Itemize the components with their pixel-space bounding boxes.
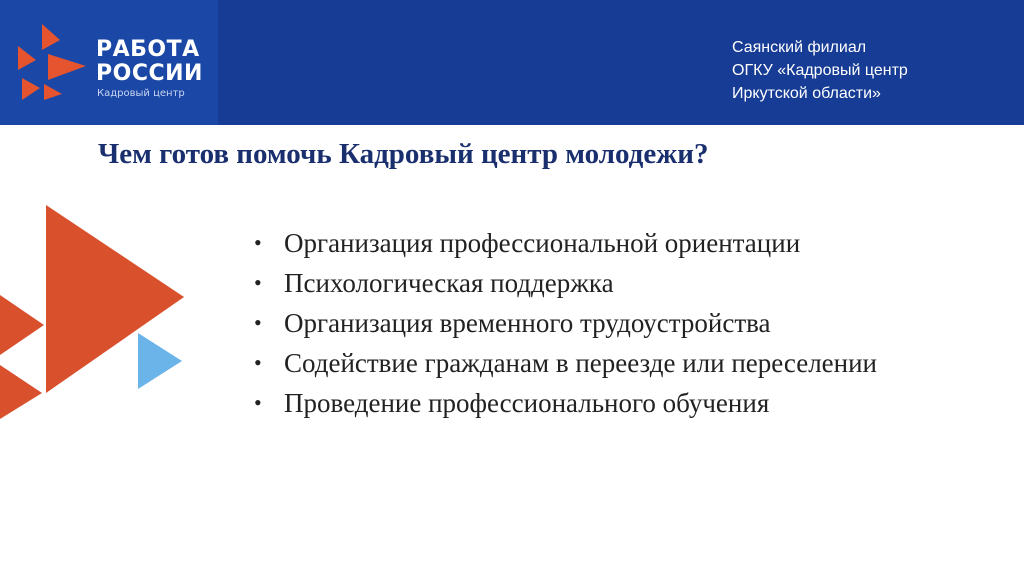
slide-title: Чем готов помочь Кадровый центр молодежи? bbox=[98, 138, 709, 170]
logo-title-line1: РАБОТА bbox=[96, 37, 200, 62]
list-item-text: Проведение профессионального обучения bbox=[284, 388, 770, 418]
list-item-text: Организация временного трудоустройства bbox=[284, 308, 771, 338]
org-line: ОГКУ «Кадровый центр bbox=[732, 62, 908, 79]
bullet-icon: • bbox=[254, 350, 262, 375]
list-item-text: Содействие гражданам в переезде или переселении bbox=[284, 348, 878, 378]
bullet-icon: • bbox=[254, 310, 262, 335]
list-item bbox=[254, 303, 974, 343]
services-list bbox=[254, 223, 974, 423]
bullet-icon: • bbox=[254, 390, 262, 415]
bullet-icon: • bbox=[254, 270, 262, 295]
header-bar bbox=[0, 0, 1024, 125]
list-item-text: Психологическая поддержка bbox=[284, 268, 614, 298]
org-line: Саянский филиал bbox=[732, 39, 867, 56]
decorative-arrows-icon bbox=[0, 195, 190, 425]
list-item-text: Организация профессиональной ориентации bbox=[284, 228, 801, 258]
list-item bbox=[254, 223, 974, 263]
logo-title-line2: РОССИИ bbox=[96, 61, 203, 86]
bullet-icon: • bbox=[254, 230, 262, 255]
list-item bbox=[254, 383, 974, 423]
list-item bbox=[254, 263, 974, 303]
logo bbox=[0, 0, 218, 125]
list-item bbox=[254, 343, 974, 383]
logo-arrows-icon bbox=[18, 24, 88, 100]
org-line: Иркутской области» bbox=[732, 85, 881, 102]
organization-name bbox=[732, 36, 908, 105]
logo-subtitle: Кадровый центр bbox=[97, 88, 185, 99]
